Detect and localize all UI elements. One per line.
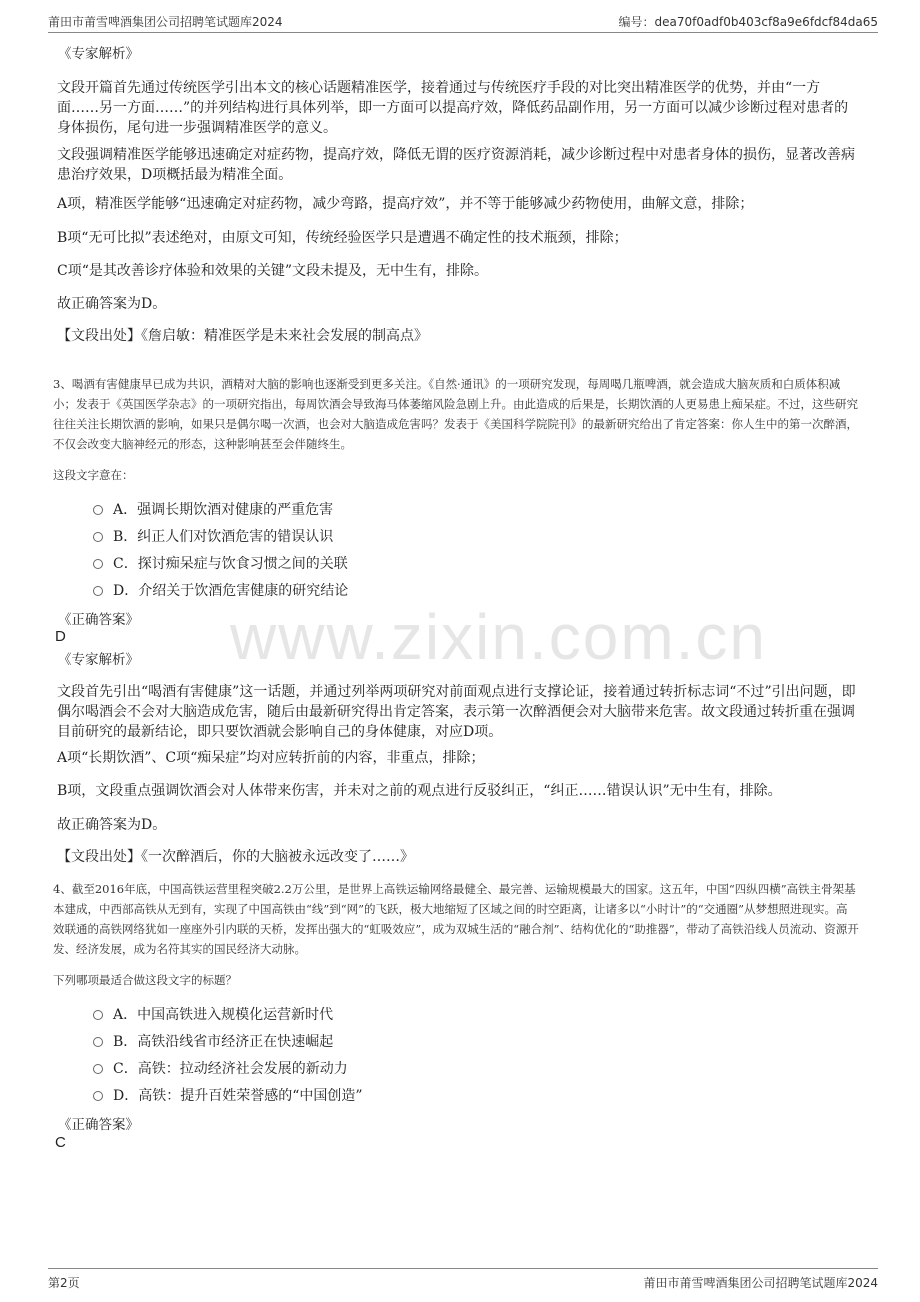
expert-analysis-label: 《专家解析》	[58, 46, 139, 62]
analysis-paragraph: 文段开篇首先通过传统医学引出本文的核心话题精准医学，接着通过与传统医疗手段的对比突出精准医学的优势，并由“一方面……另一方面……”的并列结构进行具体列举，即一方面可以提高疗效，降低药品副作用，另一方面可以减少诊断过程对患者的身体损伤，尾句进一步强调精准医学的意义。	[57, 80, 849, 136]
source-citation: 【文段出处】《一次醉酒后，你的大脑被永远改变了……》	[57, 849, 414, 865]
document-id: 编号：dea70f0adf0b403cf8a9e6fdcf84da65	[618, 15, 878, 29]
analysis-paragraph: C项“是其改善诊疗体验和效果的关键”文段未提及，无中生有，排除。	[57, 263, 489, 279]
question-text: 3、喝酒有害健康早已成为共识，酒精对大脑的影响也逐渐受到更多关注。《自然·通讯》的一项研究发现，每周喝几瓶啤酒，就会造成大脑灰质和白质体积减小；发表于《英国医学杂志》的一项研究指出，每周饮酒会导致海马体萎缩风险急剧上升。由此造成的后果是，长期饮酒的人更易患上痴呆症。不过，这些研究往往关注长期饮酒的影响，如果只是偶尔喝一次酒，也会对大脑造成危害吗？发表于《美国科学院院刊》的最新研究给出了肯定答案：你人生中的第一次醉酒，不仅会改变大脑神经元的形态，这种影响甚至会伴随终生。	[53, 377, 858, 451]
option-d[interactable]	[93, 1086, 363, 1106]
radio-icon[interactable]	[93, 1010, 103, 1020]
option-a[interactable]	[93, 1005, 333, 1025]
option-b[interactable]	[93, 1032, 333, 1052]
correct-answer-label: 《正确答案》	[58, 1117, 139, 1133]
answer-summary: 故正确答案为D。	[57, 296, 167, 312]
answer-summary: 故正确答案为D。	[57, 817, 167, 833]
option-label: B．纠正人们对饮酒危害的错误认识	[113, 529, 334, 545]
analysis-paragraph: B项，文段重点强调饮酒会对人体带来伤害，并未对之前的观点进行反驳纠正，“纠正……错误认识”无中生有，排除。	[57, 783, 782, 799]
question-prompt: 下列哪项最适合做这段文字的标题？	[53, 973, 237, 987]
option-label: D．介绍关于饮酒危害健康的研究结论	[113, 583, 349, 599]
analysis-paragraph: A项“长期饮酒”、C项“痴呆症”均对应转折前的内容，非重点，排除；	[57, 750, 485, 766]
question-prompt: 这段文字意在：	[53, 468, 134, 482]
radio-icon[interactable]	[93, 586, 103, 596]
analysis-paragraph: 文段首先引出“喝酒有害健康”这一话题，并通过列举两项研究对前面观点进行支撑论证，接着通过转折标志词“不过”引出问题，即偶尔喝酒会不会对大脑造成危害，随后由最新研究得出肯定答案，表示第一次醉酒便会对大脑带来危害。故文段通过转折重在强调目前研究的最新结论，即只要饮酒就会影响自己的身体健康，对应D项。	[57, 684, 856, 740]
header-title: 莆田市莆雪啤酒集团公司招聘笔试题库2024	[48, 15, 283, 29]
option-label: A．强调长期饮酒对健康的严重危害	[113, 502, 334, 518]
footer-title: 莆田市莆雪啤酒集团公司招聘笔试题库2024	[643, 1276, 878, 1290]
option-d[interactable]	[93, 581, 348, 601]
option-c[interactable]	[93, 554, 348, 574]
option-label: A．中国高铁进入规模化运营新时代	[113, 1007, 334, 1023]
option-label: D．高铁：提升百姓荣誉感的“中国创造”	[113, 1088, 363, 1104]
page-header	[48, 10, 878, 33]
expert-analysis-label: 《专家解析》	[58, 652, 139, 668]
option-b[interactable]	[93, 527, 333, 547]
radio-icon[interactable]	[93, 505, 103, 515]
page-footer	[48, 1268, 878, 1293]
correct-answer-label: 《正确答案》	[58, 612, 139, 628]
question-text: 4、截至2016年底，中国高铁运营里程突破2.2万公里，是世界上高铁运输网络最健全、最完善、运输规模最大的国家。这五年，中国“四纵四横”高铁主骨架基本建成，中西部高铁从无到有，实现了中国高铁由“线”到“网”的飞跃，极大地缩短了区域之间的时空距离，让诸多以“小时计”的“交通圈”从梦想照进现实。高效联通的高铁网络犹如一座座外引内联的天桥，发挥出强大的“虹吸效应”，成为双城生活的“融合剂”、结构优化的“助推器”，带动了高铁沿线人员流动、资源开发、经济发展，成为名符其实的国民经济大动脉。	[53, 882, 859, 956]
radio-icon[interactable]	[93, 559, 103, 569]
analysis-paragraph: A项，精准医学能够“迅速确定对症药物，减少弯路，提高疗效”，并不等于能够减少药物使用，曲解文意，排除；	[57, 196, 754, 212]
watermark: www.zixin.com.cn	[230, 601, 767, 673]
option-a[interactable]	[93, 500, 333, 520]
correct-answer: D	[55, 628, 66, 645]
radio-icon[interactable]	[93, 1091, 103, 1101]
option-label: C．高铁：拉动经济社会发展的新动力	[113, 1061, 348, 1077]
radio-icon[interactable]	[93, 532, 103, 542]
radio-icon[interactable]	[93, 1037, 103, 1047]
option-label: B．高铁沿线省市经济正在快速崛起	[113, 1034, 334, 1050]
option-c[interactable]	[93, 1059, 348, 1079]
correct-answer: C	[55, 1134, 66, 1151]
source-citation: 【文段出处】《詹启敏：精准医学是未来社会发展的制高点》	[57, 328, 428, 344]
analysis-paragraph: 文段强调精准医学能够迅速确定对症药物，提高疗效，降低无谓的医疗资源消耗，减少诊断过程中对患者身体的损伤，显著改善病患治疗效果，D项概括最为精准全面。	[57, 147, 855, 183]
radio-icon[interactable]	[93, 1064, 103, 1074]
page-number: 第2页	[48, 1276, 80, 1290]
option-label: C．探讨痴呆症与饮食习惯之间的关联	[113, 556, 348, 572]
analysis-paragraph: B项“无可比拟”表述绝对，由原文可知，传统经验医学只是遭遇不确定性的技术瓶颈，排除；	[57, 230, 628, 246]
